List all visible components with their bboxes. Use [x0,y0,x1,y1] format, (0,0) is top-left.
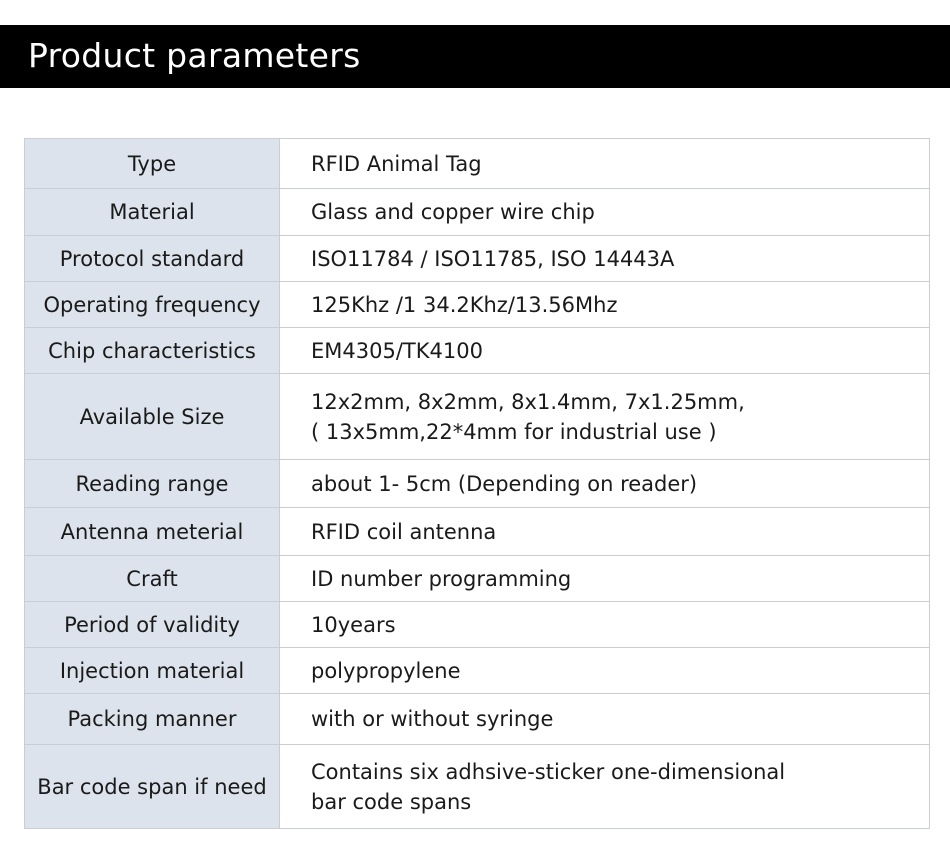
param-value [280,139,930,189]
param-value [280,556,930,602]
param-label: Operating frequency [25,282,280,328]
table-row [25,460,930,508]
table-row [25,694,930,745]
param-value-line: with or without syringe [311,707,554,731]
param-value-line: polypropylene [311,658,461,683]
param-value [280,602,930,648]
table-row [25,282,930,328]
param-label: Reading range [25,460,280,508]
param-value [280,460,930,508]
param-label: Period of validity [25,602,280,648]
param-value-line: 10years [311,612,396,637]
param-label: Packing manner [25,694,280,745]
table-row [25,508,930,556]
param-label: Type [25,139,280,189]
param-value-line: RFID coil antenna [311,519,497,544]
param-value [280,508,930,556]
param-value-line: RFID Animal Tag [311,151,482,176]
table-row [25,602,930,648]
table-row [25,236,930,282]
param-label: Antenna meterial [25,508,280,556]
param-value [280,282,930,328]
header-bar [0,25,950,88]
param-value-line: about 1- 5cm (Depending on reader) [311,471,698,496]
param-value-line: EM4305/TK4100 [311,338,483,363]
param-label: Chip characteristics [25,328,280,374]
param-value-line: ISO11784 / ISO11785, ISO 14443A [311,246,675,271]
param-value-line: bar code spans [311,789,472,814]
param-value [280,694,930,745]
page-title: Product parameters [28,36,361,75]
param-label: Injection material [25,648,280,694]
param-value-line: ID number programming [311,566,572,591]
param-value [280,374,930,460]
param-value-line: Contains six adhsive-sticker one-dimensional [311,759,786,784]
param-value-line: 12x2mm, 8x2mm, 8x1.4mm, 7x1.25mm, [311,389,745,414]
param-value [280,236,930,282]
table-row [25,556,930,602]
param-value [280,328,930,374]
parameters-table [24,138,930,829]
table-row [25,374,930,460]
param-label: Bar code span if need [25,745,280,829]
param-value [280,648,930,694]
param-label: Protocol standard [25,236,280,282]
table-row [25,139,930,189]
param-label: Material [25,189,280,236]
table-row [25,648,930,694]
param-value-line: Glass and copper wire chip [311,200,595,224]
param-value [280,189,930,236]
param-label: Available Size [25,374,280,460]
param-value-line: 125Khz /1 34.2Khz/13.56Mhz [311,292,618,317]
param-value-line: ( 13x5mm,22*4mm for industrial use ) [311,419,717,444]
param-value [280,745,930,829]
table-row [25,328,930,374]
table-row [25,745,930,829]
param-label: Craft [25,556,280,602]
table-row [25,189,930,236]
